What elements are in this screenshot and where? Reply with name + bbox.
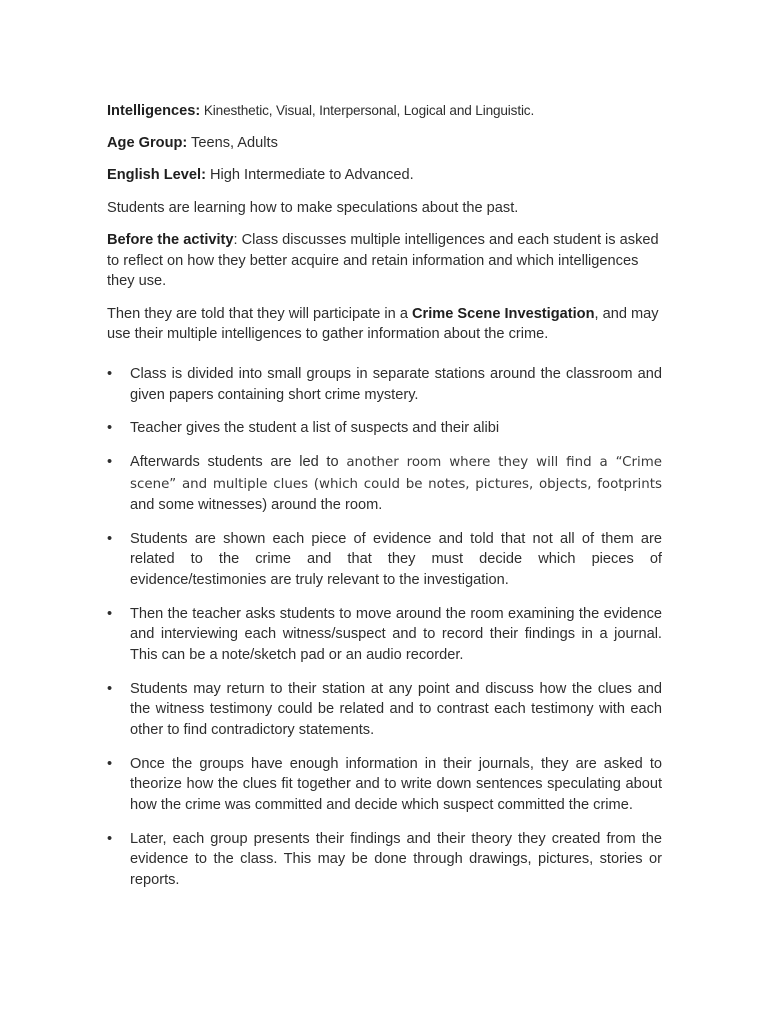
intelligences-line: [107, 101, 662, 122]
before-activity-paragraph: [107, 230, 662, 292]
list-item: [107, 452, 662, 516]
bullet-icon: •: [107, 605, 113, 622]
list-item: [107, 754, 662, 816]
step-text: Then the teacher asks students to move around the room examining the evidence and interviewing each witness/suspect and to record their findings in a journal. This can be a note/sketch pad or an audio recorder.: [130, 605, 662, 664]
english-level-label: English Level:: [107, 167, 206, 184]
step-text: and some witnesses) around the room.: [130, 497, 383, 514]
step-text: Afterwards students are led to: [130, 453, 347, 470]
intro-paragraph: Students are learning how to make speculations about the past.: [107, 199, 519, 216]
document-page: [107, 101, 662, 904]
step-text: Students are shown each piece of evidence and told that not all of them are related to the crime and that they must decide which pieces of evidence/testimonies are truly relevant to the investigation.: [130, 530, 662, 589]
crime-scene-investigation-bold: Crime Scene Investigation: [412, 305, 595, 322]
activity-steps-list: [107, 364, 662, 891]
step-text: Teacher gives the student a list of suspects and their alibi: [130, 420, 500, 437]
bullet-icon: •: [107, 366, 113, 383]
step-text: Students may return to their station at any point and discuss how the clues and the witness testimony could be related and to contrast each testimony with each other to find contradictory statements.: [130, 680, 662, 739]
step-text: Once the groups have enough information in their journals, they are asked to theorize how the clues fit together and to write down sentences speculating about how the crime was committed and decide which suspect committed the crime.: [130, 755, 662, 814]
before-activity-label: Before the activity: [107, 231, 234, 248]
list-item: [107, 829, 662, 891]
age-group-value: Teens, Adults: [187, 135, 278, 152]
before-activity-text: : Class discusses multiple intelligences and each student is asked to reflect on how they better acquire and retain information and which intelligences they use.: [107, 231, 659, 290]
age-group-line: [107, 133, 662, 154]
crime-scene-text-after: , and may use their multiple intelligences to gather information about the crime.: [107, 305, 659, 343]
intelligences-value: Kinesthetic, Visual, Interpersonal, Logical and Linguistic.: [200, 103, 535, 118]
list-item: [107, 679, 662, 741]
step-text: Later, each group presents their findings and their theory they created from the evidence to the class. This may be done through drawings, pictures, stories or reports.: [130, 830, 662, 889]
list-item: [107, 418, 662, 439]
english-level-line: [107, 165, 662, 186]
list-item: [107, 364, 662, 406]
bullet-icon: •: [107, 680, 113, 697]
age-group-label: Age Group:: [107, 135, 188, 152]
intelligences-label: Intelligences:: [107, 103, 201, 119]
list-item: [107, 529, 662, 591]
bullet-icon: •: [107, 420, 113, 437]
crime-scene-paragraph: [107, 304, 662, 346]
list-item: [107, 604, 662, 666]
bullet-icon: •: [107, 453, 113, 470]
bullet-icon: •: [107, 830, 113, 847]
crime-scene-text-before: Then they are told that they will participate in a: [107, 305, 413, 322]
english-level-value: High Intermediate to Advanced.: [205, 167, 414, 184]
step-text-alt-font: another room where they will find a “Crime scene” and multiple clues (which could be notes, pictures, objects, footprints: [130, 454, 662, 492]
step-text: Class is divided into small groups in separate stations around the classroom and given papers containing short crime mystery.: [130, 366, 662, 403]
bullet-icon: •: [107, 755, 113, 772]
bullet-icon: •: [107, 530, 113, 547]
